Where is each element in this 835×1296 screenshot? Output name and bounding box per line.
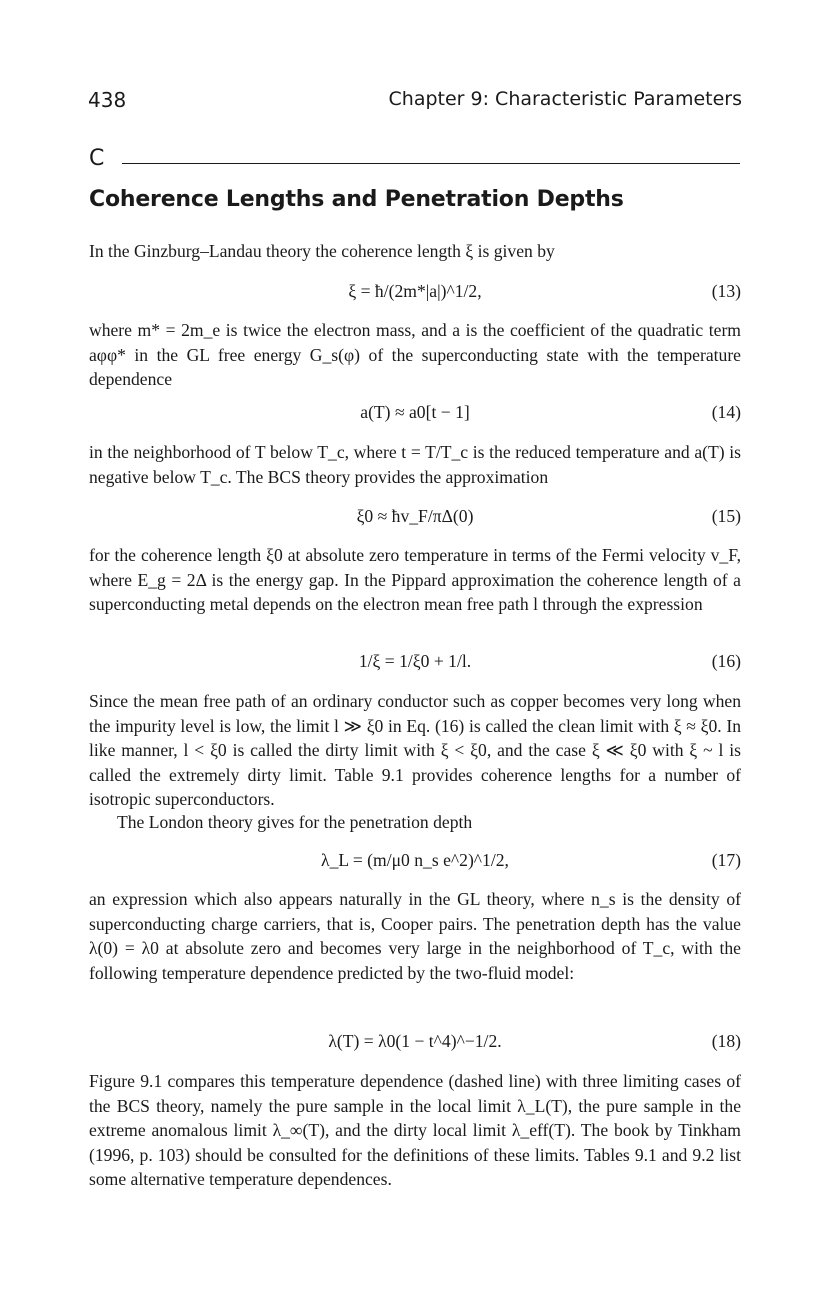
equation-17 (89, 850, 741, 876)
page-number: 438 (88, 88, 127, 112)
equation-14 (89, 402, 741, 428)
equation-16-expression: 1/ξ = 1/ξ0 + 1/l. (358, 651, 472, 671)
equation-17-number: (17) (711, 850, 741, 870)
equation-13 (89, 281, 741, 307)
paragraph-1: In the Ginzburg–Landau theory the coherence length ξ is given by (89, 241, 555, 261)
equation-16 (89, 651, 741, 677)
equation-17-expression: λ_L = (m/μ0 n_s e^2)^1/2, (321, 850, 509, 870)
equation-18-number: (18) (711, 1031, 741, 1051)
paragraph-7: an expression which also appears naturally in the GL theory, where n_s is the density of superconducting charge carriers, that is, Cooper pairs. The penetration depth has the value λ(0) = λ0 at absolute zero and becomes very large in the neighborhood of T_c, with the following temperature dependence predicted by the two-fluid model: (89, 889, 741, 983)
paragraph-3: in the neighborhood of T below T_c, where t = T/T_c is the reduced temperature and a(T) is negative below T_c. The BCS theory provides the approximation (89, 442, 741, 487)
equation-15-expression: ξ0 ≈ ħv_F/πΔ(0) (356, 506, 474, 526)
section-divider (122, 163, 740, 164)
section-title: Coherence Lengths and Penetration Depths (89, 187, 624, 212)
equation-18-expression: λ(T) = λ0(1 − t^4)^−1/2. (328, 1031, 502, 1051)
equation-13-expression: ξ = ħ/(2m*|a|)^1/2, (348, 281, 482, 301)
equation-15 (89, 506, 741, 532)
paragraph-8: Figure 9.1 compares this temperature dependence (dashed line) with three limiting cases of the BCS theory, namely the pure sample in the local limit λ_L(T), the pure sample in the extreme anomalous limit λ_∞(T), and the dirty local limit λ_eff(T). The book by Tinkham (1996, p. 103) should be consulted for the definitions of these limits. Tables 9.1 and 9.2 list some alternative temperature dependences. (89, 1071, 741, 1189)
page-header (88, 88, 742, 118)
section-letter: C (89, 146, 105, 171)
paragraph-5: Since the mean free path of an ordinary conductor such as copper becomes very long when the impurity level is low, the limit l ≫ ξ0 in Eq. (16) is called the clean limit with ξ ≈ ξ0. In like manner, l < ξ0 is called the dirty limit with ξ < ξ0, and the case ξ ≪ ξ0 with ξ ~ l is called the extremely dirty limit. Table 9.1 provides coherence lengths for a number of isotropic superconductors. (89, 691, 741, 809)
paragraph-2: where m* = 2m_e is twice the electron mass, and a is the coefficient of the quadratic term aφφ* in the GL free energy G_s(φ) of the superconducting state with the temperature dependence (89, 320, 741, 389)
equation-14-number: (14) (711, 402, 741, 422)
running-head: Chapter 9: Characteristic Parameters (388, 88, 742, 110)
equation-18 (89, 1031, 741, 1057)
equation-14-expression: a(T) ≈ a0[t − 1] (360, 402, 470, 422)
paragraph-6: The London theory gives for the penetration depth (117, 812, 473, 832)
paragraph-4: for the coherence length ξ0 at absolute zero temperature in terms of the Fermi velocity v_F, where E_g = 2Δ is the energy gap. In the Pippard approximation the coherence length of a superconducting metal depends on the electron mean free path l through the expression (89, 545, 741, 614)
equation-16-number: (16) (711, 651, 741, 671)
equation-13-number: (13) (711, 281, 741, 301)
equation-15-number: (15) (711, 506, 741, 526)
